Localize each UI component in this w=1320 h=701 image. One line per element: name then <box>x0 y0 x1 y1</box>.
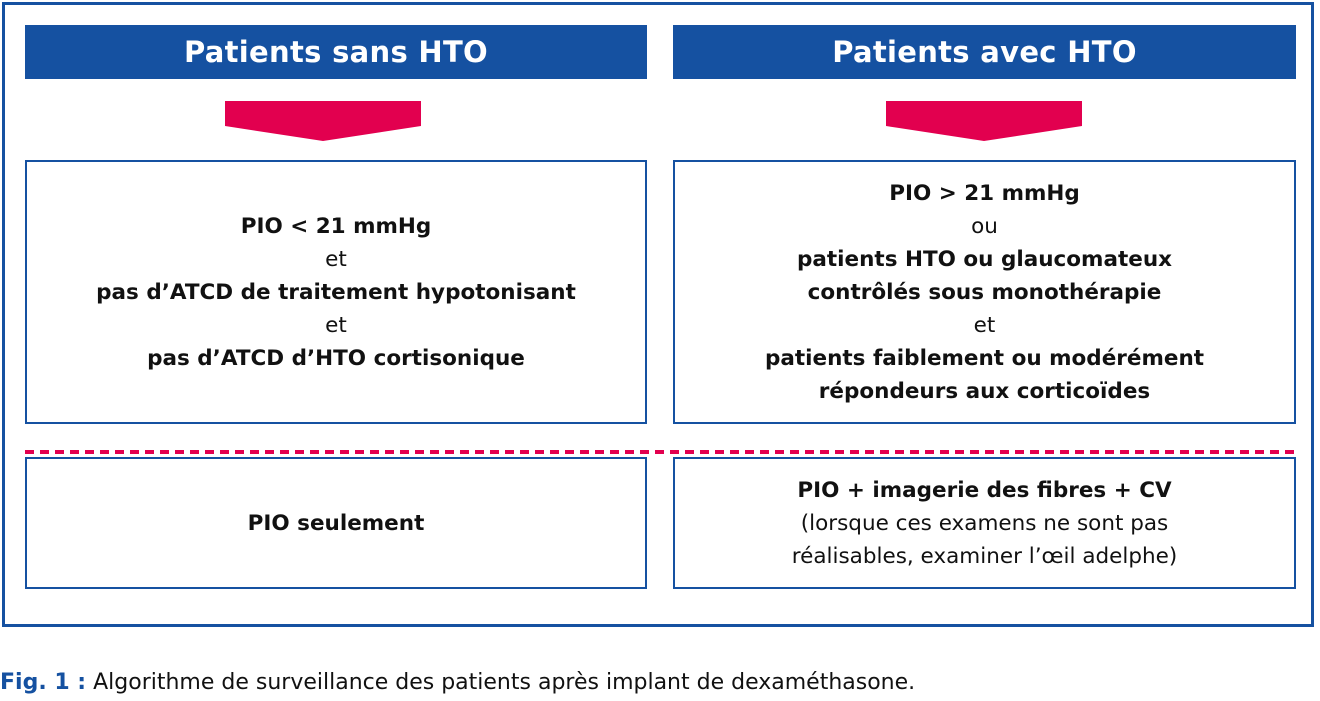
criteria-right-line-5: et <box>973 312 996 338</box>
criteria-left-line-2: et <box>325 246 347 272</box>
criteria-right-line-3: patients HTO ou glaucomateux <box>796 246 1172 272</box>
header-right-label: Patients avec HTO <box>832 35 1137 69</box>
monitoring-right-line-1: PIO + imagerie des fibres + CV <box>797 477 1172 503</box>
figure-caption <box>0 670 915 695</box>
criteria-right-line-6: patients faiblement ou modérément <box>764 345 1205 371</box>
monitoring-right-line-3: réalisables, examiner l’œil adelphe) <box>791 543 1178 569</box>
criteria-left-line-3: pas d’ATCD de traitement hypotonisant <box>96 279 576 305</box>
header-patients-avec-hto <box>673 25 1296 79</box>
criteria-right-line-2: ou <box>971 213 998 239</box>
down-arrow-left-icon <box>225 101 421 141</box>
header-left-label: Patients sans HTO <box>183 35 489 69</box>
monitoring-right-line-2: (lorsque ces examens ne sont pas <box>800 510 1169 536</box>
criteria-left-line-4: et <box>325 312 347 338</box>
criteria-right-line-1: PIO > 21 mmHg <box>889 180 1080 206</box>
criteria-left-line-1: PIO < 21 mmHg <box>240 213 432 239</box>
monitoring-box-left <box>25 457 647 589</box>
criteria-right-line-4: contrôlés sous monothérapie <box>807 279 1162 305</box>
figure-caption-text: Algorithme de surveillance des patients après implant de dexaméthasone. <box>86 670 916 695</box>
criteria-right-line-7: répondeurs aux corticoïdes <box>818 378 1151 404</box>
criteria-box-left <box>25 160 647 424</box>
figure-caption-lead: Fig. 1 : <box>0 670 87 695</box>
down-arrow-right-icon <box>886 101 1082 141</box>
monitoring-left-line-1: PIO seulement <box>247 510 425 536</box>
criteria-box-right <box>673 160 1296 424</box>
header-patients-sans-hto <box>25 25 647 79</box>
criteria-left-line-5: pas d’ATCD d’HTO cortisonique <box>147 345 525 371</box>
dashed-divider <box>25 439 1296 443</box>
monitoring-box-right <box>673 457 1296 589</box>
